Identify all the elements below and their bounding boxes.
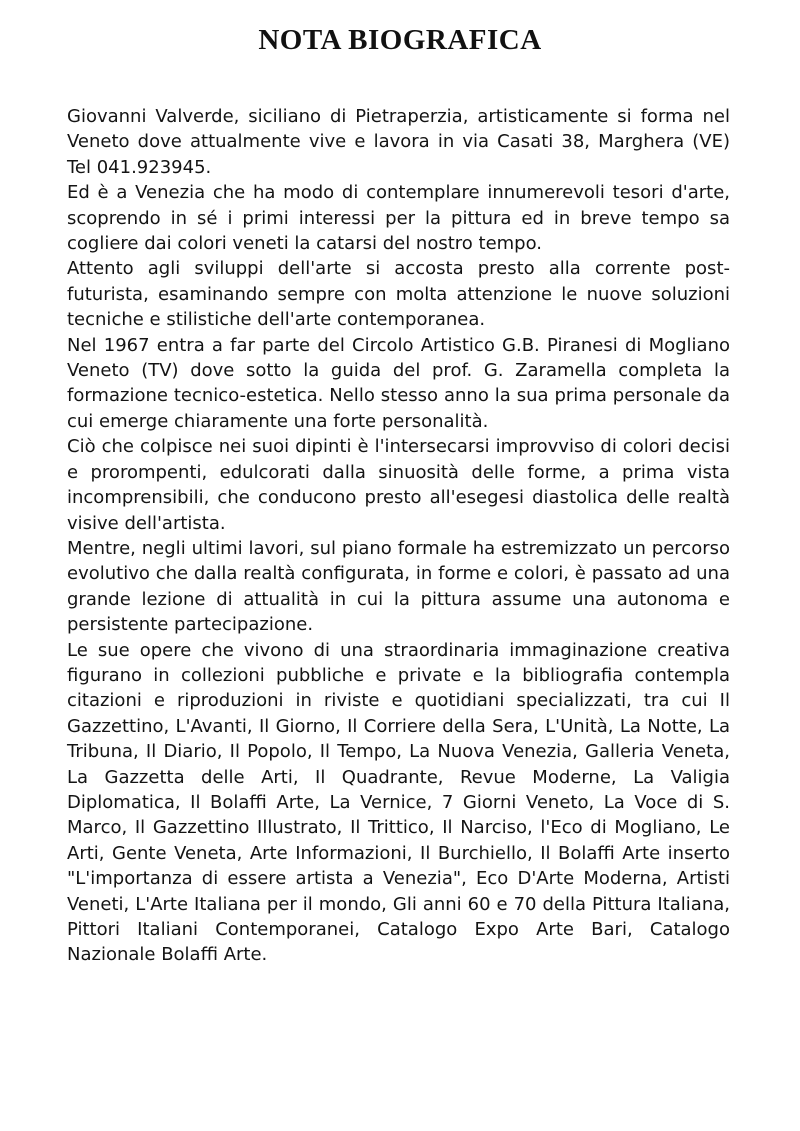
paragraph-post-futurism: Attento agli sviluppi dell'arte si accosta presto alla corrente post-futurista, esaminando sempre con molta attenzione le nuove soluzioni tecniche e stilistiche dell'arte contemporanea. — [67, 258, 730, 331]
biography-text — [67, 104, 730, 968]
paragraph-residence: Giovanni Valverde, siciliano di Pietraperzia, artisticamente si forma nel Veneto dove attualmente vive e lavora in via Casati 38, Marghera (VE) Tel 041.923945. — [67, 106, 730, 178]
page-title: NOTA BIOGRAFICA — [258, 24, 542, 56]
paragraph-recent-works: Mentre, negli ultimi lavori, sul piano formale ha estremizzato un percorso evolutivo che dalla realtà configurata, in forme e colori, è passato ad una grande lezione di attualità in cui la pittura assume una autonoma e persistente partecipazione. — [67, 537, 730, 636]
paragraph-bibliography: Le sue opere che vivono di una straordinaria immaginazione creativa figurano in collezioni pubbliche e private e la bibliografia contempla citazioni e riproduzioni in riviste e quotidiani specializzati, tra cui Il Gazzettino, L'Avanti, Il Giorno, Il Corriere della Sera, L'Unità, La Notte, La Tribuna, Il Diario, Il Popolo, Il Tempo, La Nuova Venezia, Galleria Veneta, La Gazzetta delle Arti, Il Quadrante, Revue Moderne, La Valigia Diplomatica, Il Bolaffi Arte, La Vernice, 7 Giorni Veneto, La Voce di S. Marco, Il Gazzettino Illustrato, Il Trittico, Il Narciso, l'Eco di Mogliano, Le Arti, Gente Veneta, Arte Informazioni, Il Burchiello, Il Bolaffi Arte inserto "L'importanza di essere artista a Venezia", Eco D'Arte Moderna, Artisti Veneti, L'Arte Italiana per il mondo, Gli anni 60 e 70 della Pittura Italiana, Pittori Italiani Contemporanei, Catalogo Expo Arte Bari, Catalogo Nazionale Bolaffi Arte. — [67, 639, 730, 966]
paragraph-paintings: Ciò che colpisce nei suoi dipinti è l'intersecarsi improvviso di colori decisi e prorompenti, edulcorati dalla sinuosità delle forme, a prima vista incomprensibili, che conducono presto all'esegesi diastolica delle realtà visive dell'artista. — [67, 436, 730, 534]
paragraph-venice: Ed è a Venezia che ha modo di contemplare innumerevoli tesori d'arte, scoprendo in sé i primi interessi per la pittura ed in breve tempo sa cogliere dai colori veneti la catarsi del nostro tempo. — [67, 182, 730, 255]
paragraph-circolo-artistico: Nel 1967 entra a far parte del Circolo Artistico G.B. Piranesi di Mogliano Veneto (TV) dove sotto la guida del prof. G. Zaramella completa la formazione tecnico-estetica. Nello stesso anno la sua prima personale da cui emerge chiaramente una forte personalità. — [67, 334, 730, 432]
